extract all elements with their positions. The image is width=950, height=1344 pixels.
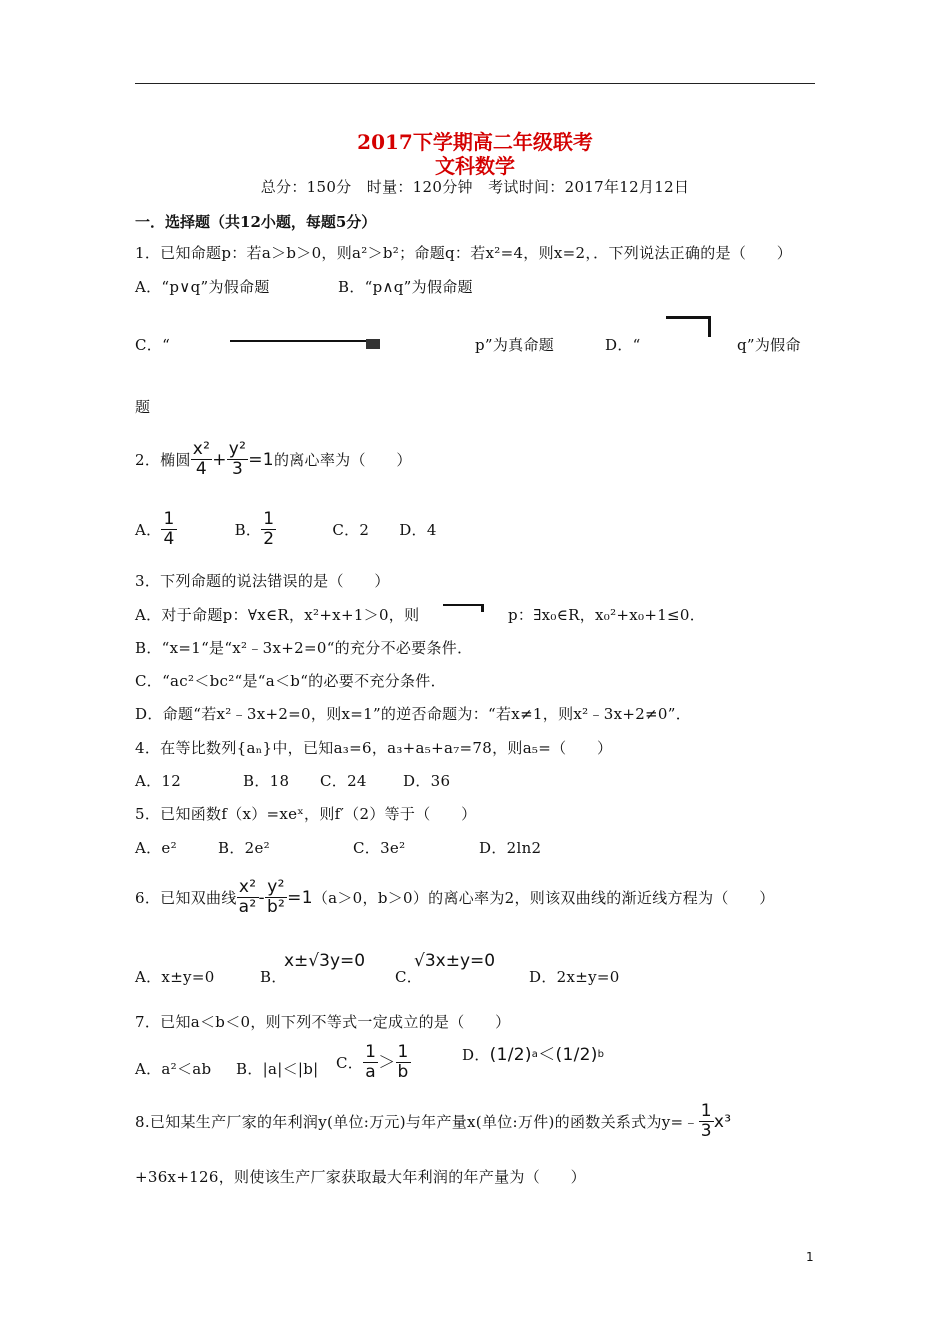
question-2-suffix: 的离心率为（ ）	[273, 450, 412, 469]
option-b-label: B．	[234, 520, 262, 539]
fraction-one-quarter: $\frac{1}{4}$	[163, 509, 175, 549]
question-6-option-b-label: B．	[260, 968, 287, 986]
page-title: 2017下学期高二年级联考	[357, 130, 593, 154]
question-7-option-c	[336, 1043, 411, 1082]
question-6-option-b-expr: x±√3y=0	[284, 951, 366, 971]
header-rule	[135, 83, 815, 84]
option-c-label: C．	[336, 1053, 364, 1072]
question-1-option-b: B．“p∧q”为假命题	[338, 278, 473, 296]
question-6-prefix: 6．已知双曲线	[135, 888, 237, 907]
question-5-stem: 5．已知函数f（x）=xeˣ，则f′（2）等于（ ）	[135, 805, 477, 823]
question-4-option-b: B．18	[243, 772, 290, 790]
question-4-option-d: D．36	[403, 772, 451, 790]
question-4-option-a: A．12	[135, 772, 182, 790]
question-1-stem: 1．已知命题p：若a＞b＞0，则a²＞b²；命题q：若x²=4，则x=2，．下列说法正确的是（ ）	[135, 244, 793, 262]
page-subtitle: 文科数学	[435, 154, 515, 178]
question-6-option-c-label: C．	[395, 968, 423, 986]
question-3-option-c: C．“ac²＜bc²“是“a＜b“的必要不充分条件．	[135, 672, 446, 690]
page-number: 1	[806, 1250, 814, 1264]
greater-than: ＞	[378, 1052, 396, 1073]
question-3-stem: 3．下列命题的说法错误的是（ ）	[135, 572, 390, 590]
option-c: C．2	[332, 520, 370, 539]
question-8-text: 8.已知某生产厂家的年利润y(单位:万元)与年产量x(单位:万件)的函数关系式为y=﹣	[135, 1112, 699, 1131]
exponent-b: b	[597, 1049, 605, 1060]
question-7-option-a: A．a²＜ab	[135, 1060, 212, 1078]
negation-symbol-a	[443, 604, 484, 612]
question-7-stem: 7．已知a＜b＜0，则下列不等式一定成立的是（ ）	[135, 1013, 511, 1031]
question-3-option-b: B．“x=1“是“x²﹣3x+2=0“的充分不必要条件．	[135, 639, 473, 657]
question-8-line-1	[135, 1102, 731, 1141]
fraction-y2-over-b2: $\frac{\text{y²}}{\text{b²}}$	[266, 877, 286, 917]
question-2-options	[135, 510, 437, 549]
fraction-one-over-a: $\frac{1}{a}$	[365, 1042, 377, 1082]
question-6-suffix: （a＞0，b＞0）的离心率为2，则该双曲线的渐近线方程为（ ）	[312, 888, 775, 907]
power-expression-right: (1/2)	[555, 1045, 598, 1065]
question-4-option-c: C．24	[320, 772, 367, 790]
question-1-option-c-prefix: C．“	[135, 336, 171, 354]
question-1-option-c-suffix: p”为真命题	[475, 336, 555, 354]
question-1-option-d-wrap: 题	[135, 398, 151, 416]
fraction-x2-over-4: $\frac{\text{x²}}{4}$	[192, 439, 211, 479]
power-expression-left: (1/2)	[489, 1045, 532, 1065]
question-7-option-d	[462, 1045, 604, 1065]
question-3-option-a-suffix: p：∃x₀∈R，x₀²+x₀+1≤0．	[508, 606, 706, 624]
question-6-stem	[135, 878, 775, 917]
negation-symbol-d	[666, 316, 711, 337]
fraction-y2-over-3: $\frac{\text{y²}}{3}$	[228, 439, 247, 479]
question-5-option-a: A．e²	[135, 839, 177, 857]
question-1-option-a: A．“p∨q”为假命题	[135, 278, 270, 296]
equals-one: =1	[287, 887, 313, 908]
section-heading: 一．选择题（共12小题，每题5分）	[135, 213, 377, 231]
less-than: ＜	[538, 1045, 556, 1065]
x-cubed: x³	[713, 1111, 732, 1132]
negation-bar-c	[230, 340, 370, 342]
question-1-option-d-prefix: D．“	[605, 336, 641, 354]
option-d-label: D．	[462, 1046, 490, 1064]
option-a-label: A．	[135, 520, 162, 539]
plus-sign: +	[212, 449, 227, 470]
question-8-line-2: +36x+126，则使该生产厂家获取最大年利润的年产量为（ ）	[135, 1168, 586, 1186]
equals-one: =1	[248, 449, 274, 470]
question-5-option-d: D．2ln2	[479, 839, 542, 857]
fraction-one-half: $\frac{1}{2}$	[263, 509, 275, 549]
question-1-option-d-suffix: q”为假命	[737, 336, 801, 354]
minus-sign: -	[258, 887, 265, 908]
question-5-option-b: B．2e²	[218, 839, 270, 857]
negation-bar-c-mark	[366, 339, 380, 349]
exam-info: 总分：150分 时量：120分钟 考试时间：2017年12月12日	[260, 178, 690, 196]
question-4-stem: 4．在等比数列{aₙ}中，已知a₃=6，a₃+a₅+a₇=78，则a₅=（ ）	[135, 739, 613, 757]
question-6-option-c-expr: √3x±y=0	[414, 951, 496, 971]
question-3-option-d: D．命题“若x²﹣3x+2=0，则x=1”的逆否命题为：“若x≠1，则x²﹣3x+2≠0”．	[135, 705, 692, 723]
option-d: D．4	[399, 520, 437, 539]
question-2-stem	[135, 440, 412, 479]
question-6-option-a: A．x±y=0	[135, 968, 215, 986]
exponent-a: a	[531, 1049, 539, 1060]
fraction-one-third: $\frac{1}{3}$	[700, 1101, 712, 1141]
fraction-one-over-b: $\frac{1}{b}$	[397, 1042, 409, 1082]
question-7-option-b: B．|a|＜|b|	[236, 1060, 319, 1078]
question-6-option-d: D．2x±y=0	[529, 968, 620, 986]
question-3-option-a-prefix: A．对于命题p：∀x∈R，x²+x+1＞0，则	[135, 606, 420, 624]
question-5-option-c: C．3e²	[353, 839, 406, 857]
fraction-x2-over-a2: $\frac{\text{x²}}{\text{a²}}$	[238, 877, 257, 917]
question-2-prefix: 2．椭圆	[135, 450, 191, 469]
